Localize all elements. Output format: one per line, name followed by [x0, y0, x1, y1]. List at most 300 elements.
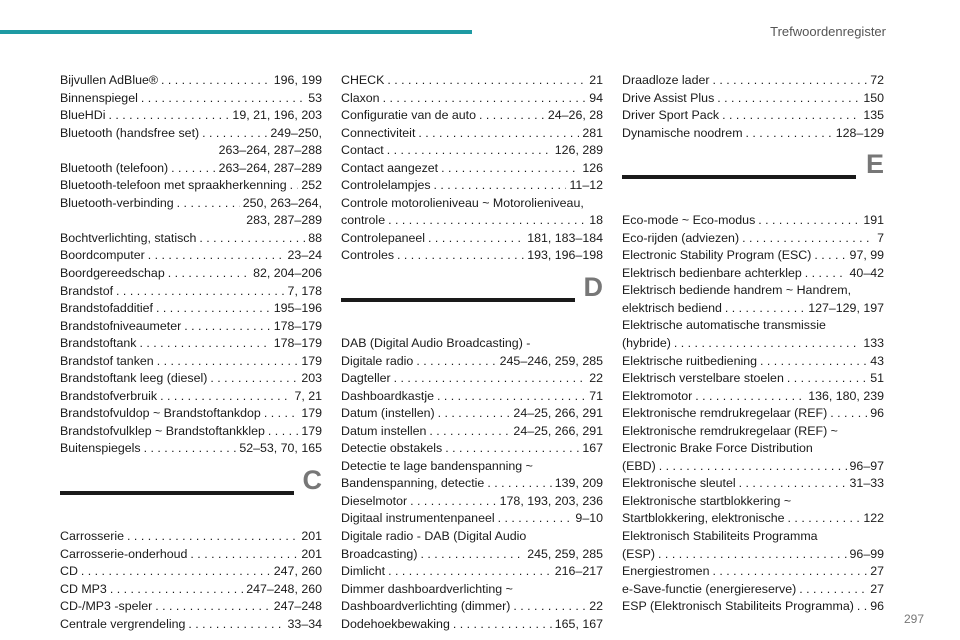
index-entry-term: Contact aangezet	[341, 160, 439, 175]
index-entry	[60, 107, 322, 125]
index-entry-term: Eco-rijden (adviezen)	[622, 230, 740, 245]
index-entry-pages: 247–248	[273, 599, 322, 614]
dot-leader	[725, 300, 805, 318]
index-entry-term: Brandstofverbruik	[60, 388, 158, 403]
dot-leader	[268, 423, 298, 441]
header-accent-bar	[0, 30, 472, 34]
section-letter: E	[865, 149, 884, 180]
index-entry-term: (EBD)	[622, 458, 656, 473]
index-entry-term: Dieselmotor	[341, 493, 408, 508]
index-entry-term: Brandstofniveaumeter	[60, 318, 182, 333]
dot-leader	[81, 563, 271, 581]
index-entry-pages: 97, 99	[849, 248, 884, 263]
index-entry-pages: 247–248, 260	[246, 581, 322, 596]
index-entry	[622, 265, 884, 283]
index-entry-term: CD MP3	[60, 581, 107, 596]
dot-leader	[383, 90, 587, 108]
dot-leader	[814, 247, 846, 265]
section-letter: C	[302, 465, 322, 496]
section-rule	[341, 298, 575, 302]
index-entry	[341, 388, 603, 406]
dot-leader	[177, 195, 240, 213]
dot-leader	[394, 370, 587, 388]
index-entry-pages-continued: 263–264, 287–288	[218, 143, 322, 158]
index-entry-term: Brandstofvulklep ~ Brandstoftankklep	[60, 423, 265, 438]
index-entry-term: Brandstof	[60, 283, 114, 298]
index-entry	[622, 353, 884, 371]
dot-leader	[388, 212, 586, 230]
index-entry	[60, 528, 322, 546]
index-entry-term: Eco-mode ~ Eco-modus	[622, 213, 756, 228]
index-entry	[622, 247, 884, 265]
index-entry-term: e-Save-functie (energiereserve)	[622, 581, 797, 596]
index-entry-term: Drive Assist Plus	[622, 90, 715, 105]
index-entry-heading-line: Elektronische startblokkering ~	[622, 493, 792, 508]
index-entry-pages: 201	[301, 546, 322, 561]
index-entry-pages: 135	[863, 108, 884, 123]
page-header-title: Trefwoordenregister	[770, 24, 886, 39]
index-entry-pages: 72	[870, 73, 884, 87]
dot-leader	[410, 493, 497, 511]
index-entry-pages: 126, 289	[554, 143, 603, 158]
index-entry-pages: 53	[308, 90, 322, 105]
index-entry-pages: 178, 193, 203, 236	[499, 493, 603, 508]
index-entry	[341, 440, 603, 458]
index-entry-heading-line: Digitale radio - DAB (Digital Audio	[341, 529, 527, 544]
index-entry	[622, 72, 884, 90]
index-entry-pages: 96	[870, 406, 884, 421]
index-entry-term: Bluetooth-telefoon met spraakherkenning	[60, 178, 287, 193]
dot-leader	[498, 510, 573, 528]
index-entry-term: Contact	[341, 143, 384, 158]
index-entry-term: Elektronische sleutel	[622, 476, 736, 491]
index-entry-term: Carrosserie	[60, 529, 125, 544]
index-entry	[60, 440, 322, 458]
index-entry	[341, 142, 603, 160]
dot-leader	[110, 581, 243, 599]
index-entry	[341, 510, 603, 528]
index-entry-term: Datum instellen	[341, 423, 427, 438]
index-entry	[60, 247, 322, 265]
index-entry	[622, 212, 884, 230]
section-letter: D	[583, 272, 603, 303]
index-entry-term: Bochtverlichting, statisch	[60, 230, 197, 245]
dot-leader	[108, 107, 229, 125]
index-entry	[60, 353, 322, 371]
index-entry	[60, 72, 322, 90]
index-entry-pages: 133	[863, 336, 884, 351]
index-entry-term: elektrisch bediend	[622, 300, 722, 315]
index-entry-pages: 263–264, 287–289	[218, 160, 322, 175]
dot-leader	[290, 177, 299, 195]
index-entry-term: Controles	[341, 248, 395, 263]
index-entry-term: Bandenspanning, detectie	[341, 476, 485, 491]
index-entry-term: Brandstof tanken	[60, 353, 154, 368]
index-entry	[60, 177, 322, 195]
index-entry-pages: 165, 167	[554, 616, 603, 631]
index-entry	[60, 423, 322, 441]
dot-leader	[658, 546, 846, 564]
index-entry-term: Dimlicht	[341, 564, 386, 579]
dot-leader	[264, 405, 299, 423]
index-entry-term: Dodehoekbewaking	[341, 616, 450, 631]
index-entry-pages: 71	[589, 388, 603, 403]
index-entry	[60, 125, 322, 143]
dot-leader	[429, 423, 510, 441]
index-entry-pages: 252	[301, 178, 322, 193]
dot-leader	[742, 230, 874, 248]
index-entry-term: Configuratie van de auto	[341, 108, 477, 123]
dot-leader	[717, 90, 860, 108]
index-entry-pages: 96–99	[849, 546, 884, 561]
index-entry-term: Elektrische ruitbediening	[622, 353, 757, 368]
index-entry-term: Controlelampjes	[341, 178, 431, 193]
dot-leader	[712, 563, 867, 581]
dot-leader	[141, 90, 305, 108]
index-entry-term: Brandstofvuldop ~ Brandstoftankdop	[60, 406, 261, 421]
index-entry	[60, 160, 322, 178]
index-entry-pages: 11–12	[569, 178, 603, 193]
dot-leader	[441, 160, 579, 178]
index-entry-pages: 7, 21	[294, 388, 322, 403]
index-entry	[341, 405, 603, 423]
dot-leader	[830, 405, 867, 423]
dot-leader	[695, 388, 805, 406]
index-entry-term: Dashboardverlichting (dimmer)	[341, 599, 511, 614]
index-entry-heading-line: Elektronische remdrukregelaar (REF) ~	[622, 423, 838, 438]
index-entry	[341, 230, 603, 248]
index-entry-term: Bijvullen AdBlue®	[60, 73, 158, 87]
index-entry-pages: 22	[589, 371, 603, 386]
index-entry-term: Buitenspiegels	[60, 441, 141, 456]
dot-leader	[487, 475, 551, 493]
index-entry-term: Brandstoftank	[60, 336, 137, 351]
dot-leader	[168, 265, 250, 283]
index-entry	[341, 563, 603, 581]
index-entry	[341, 177, 603, 195]
index-entry	[622, 563, 884, 581]
index-entry-pages: 122	[863, 511, 884, 526]
index-entry-pages: 24–26, 28	[547, 108, 603, 123]
dot-leader	[674, 335, 860, 353]
index-entry-pages-continued: 283, 287–289	[246, 213, 322, 228]
index-entry-pages: 193, 196–198	[527, 248, 603, 263]
index-entry-heading-line: Elektrische automatische transmissie	[622, 318, 826, 333]
index-entry-term: Broadcasting)	[341, 546, 418, 561]
index-entry	[622, 581, 884, 599]
index-entry	[341, 353, 603, 371]
index-entry-pages: 9–10	[575, 511, 603, 526]
index-entry-pages: 245–246, 259, 285	[499, 353, 603, 368]
index-entry-term: CD-/MP3 -speler	[60, 599, 153, 614]
index-entry-term: Datum (instellen)	[341, 406, 435, 421]
index-entry-pages: 201	[301, 529, 322, 544]
index-entry-pages: 250, 263–264,	[242, 195, 322, 210]
index-entry-term: Dagteller	[341, 371, 391, 386]
dot-leader	[157, 353, 299, 371]
index-entry-term: Elektromotor	[622, 388, 693, 403]
index-entry-pages: 136, 180, 239	[808, 388, 884, 403]
index-entry	[60, 230, 322, 248]
index-entry-term: Energiestromen	[622, 564, 710, 579]
index-entry-pages: 7, 178	[287, 283, 322, 298]
index-entry-term: BlueHDi	[60, 108, 106, 123]
index-entry-pages: 23–24	[287, 248, 322, 263]
index-entry-term: Connectiviteit	[341, 125, 416, 140]
index-entry-term: Digitaal instrumentenpaneel	[341, 511, 495, 526]
index-entry-term: Controlepaneel	[341, 230, 426, 245]
dot-leader	[199, 230, 305, 248]
index-entry-term: CD	[60, 564, 78, 579]
page-number: 297	[903, 612, 924, 626]
index-column-1	[60, 72, 322, 633]
index-entry	[341, 493, 603, 511]
dot-leader	[513, 598, 586, 616]
index-entry-pages: 96	[870, 599, 884, 614]
section-divider-d	[341, 265, 603, 335]
index-entry-pages: 216–217	[554, 564, 603, 579]
index-entry-heading-line: DAB (Digital Audio Broadcasting) -	[341, 336, 531, 351]
index-entry	[622, 125, 884, 143]
index-entry	[60, 598, 322, 616]
index-entry-heading-line: Dimmer dashboardverlichting ~	[341, 581, 513, 596]
dot-leader	[420, 546, 524, 564]
dot-leader	[116, 283, 285, 301]
index-entry-heading-line: Controle motorolieniveau ~ Motorolieniveau,	[341, 195, 584, 210]
dot-leader	[190, 546, 298, 564]
index-entry-term: Bluetooth-verbinding	[60, 195, 174, 210]
dot-leader	[387, 72, 586, 90]
index-entry	[622, 90, 884, 108]
index-entry	[341, 160, 603, 178]
index-entry	[622, 598, 884, 616]
index-entry	[60, 581, 322, 599]
index-entry-pages: 196, 199	[273, 73, 322, 87]
index-entry-pages: 179	[301, 353, 322, 368]
dot-leader	[144, 440, 237, 458]
dot-leader	[438, 405, 511, 423]
index-entry-pages: 191	[863, 213, 884, 228]
index-entry-term: (hybride)	[622, 336, 671, 351]
index-entry-term: Brandstofadditief	[60, 301, 153, 316]
dot-leader	[210, 370, 298, 388]
index-entry	[622, 107, 884, 125]
index-entry-pages: 88	[308, 230, 322, 245]
index-entry-pages: 18	[589, 213, 603, 228]
index-entry-term: Carrosserie-onderhoud	[60, 546, 188, 561]
index-entry	[622, 475, 884, 493]
index-entry-pages: 7	[877, 230, 884, 245]
index-entry	[341, 90, 603, 108]
dot-leader	[148, 247, 285, 265]
dot-leader	[388, 563, 552, 581]
dot-leader	[397, 247, 524, 265]
index-entry	[622, 388, 884, 406]
section-rule	[622, 175, 856, 179]
index-entry-pages: 27	[870, 564, 884, 579]
dot-leader	[127, 528, 298, 546]
index-entry	[60, 283, 322, 301]
index-entry	[622, 546, 884, 564]
index-entry-term: Claxon	[341, 90, 380, 105]
index-entry-pages: 139, 209	[554, 476, 603, 491]
index-entry	[60, 616, 322, 634]
index-entry-pages: 19, 21, 196, 203	[232, 108, 322, 123]
index-entry	[622, 405, 884, 423]
index-entry	[60, 90, 322, 108]
index-entry-pages: 22	[589, 599, 603, 614]
index-entry	[341, 107, 603, 125]
index-entry-term: Elektronische remdrukregelaar (REF)	[622, 406, 828, 421]
index-entry	[60, 195, 322, 213]
index-entry-pages: 150	[863, 90, 884, 105]
index-entry-term: ESP (Elektronisch Stabiliteits Programma)	[622, 599, 854, 614]
index-entry-pages: 126	[582, 160, 603, 175]
dot-leader	[434, 177, 567, 195]
index-entry-term: controle	[341, 213, 386, 228]
dot-leader	[155, 598, 270, 616]
dot-leader	[712, 72, 867, 90]
section-divider-c	[60, 458, 322, 528]
dot-leader	[139, 335, 270, 353]
index-entry	[60, 335, 322, 353]
index-entry	[622, 510, 884, 528]
index-entry	[341, 598, 603, 616]
dot-leader	[788, 510, 861, 528]
index-entry-term: Dynamische noodrem	[622, 125, 743, 140]
index-entry-term: Dashboardkastje	[341, 388, 434, 403]
index-entry-pages: 21	[589, 73, 603, 87]
index-entry-term: Boordcomputer	[60, 248, 145, 263]
index-entry-pages: 181, 183–184	[527, 230, 603, 245]
index-entry-heading-line: Elektrisch bediende handrem ~ Handrem,	[622, 283, 852, 298]
index-entry	[60, 370, 322, 388]
index-entry-pages: 245, 259, 285	[527, 546, 603, 561]
dot-leader	[746, 125, 833, 143]
index-entry-term: Bluetooth (telefoon)	[60, 160, 169, 175]
dot-leader	[161, 72, 271, 90]
dot-leader	[758, 212, 860, 230]
dot-leader	[418, 125, 579, 143]
index-entry-pages: 247, 260	[273, 564, 322, 579]
dot-leader	[799, 581, 867, 599]
dot-leader	[479, 107, 545, 125]
index-entry-pages: 128–129	[835, 125, 884, 140]
dot-leader	[722, 107, 860, 125]
index-column-2	[341, 72, 603, 633]
index-entry-heading-line: Elektronisch Stabiliteits Programma	[622, 529, 818, 544]
index-entry-pages: 167	[582, 441, 603, 456]
index-entry-term: Electronic Stability Program (ESC)	[622, 248, 812, 263]
index-entry-term: Draadloze lader	[622, 73, 710, 87]
index-entry-pages: 24–25, 266, 291	[513, 406, 603, 421]
index-entry	[60, 265, 322, 283]
index-entry-pages: 82, 204–206	[253, 266, 322, 281]
index-entry-pages: 178–179	[273, 336, 322, 351]
index-entry-term: Elektrisch bedienbare achterklep	[622, 265, 802, 280]
index-entry-pages: 249–250,	[270, 125, 322, 140]
index-entry	[341, 475, 603, 493]
index-entry	[60, 405, 322, 423]
index-entry	[341, 546, 603, 564]
dot-leader	[428, 230, 524, 248]
index-entry-pages: 40–42	[849, 265, 884, 280]
index-entry	[622, 300, 884, 318]
section-divider-e	[622, 142, 884, 212]
index-entry-term: Driver Sport Pack	[622, 108, 720, 123]
dot-leader	[787, 370, 867, 388]
index-entry	[622, 335, 884, 353]
dot-leader	[805, 265, 847, 283]
dot-leader	[160, 388, 291, 406]
index-entry	[60, 546, 322, 564]
index-entry-pages: 179	[301, 423, 322, 438]
index-entry-pages: 24–25, 266, 291	[513, 423, 603, 438]
dot-leader	[171, 160, 215, 178]
dot-leader	[453, 616, 552, 634]
index-entry-pages: 179	[301, 406, 322, 421]
index-entry-pages: 96–97	[849, 458, 884, 473]
dot-leader	[659, 458, 847, 476]
index-column-3	[622, 72, 884, 616]
dot-leader	[416, 353, 496, 371]
dot-leader	[437, 388, 586, 406]
index-entry-pages: 127–129, 197	[808, 300, 884, 315]
index-entry-heading-line: Electronic Brake Force Distribution	[622, 441, 813, 456]
index-entry-heading-line: Detectie te lage bandenspanning ~	[341, 458, 533, 473]
dot-leader	[202, 125, 267, 143]
section-rule	[60, 491, 294, 495]
index-entry	[622, 458, 884, 476]
dot-leader	[739, 475, 847, 493]
index-entry-pages: 43	[870, 353, 884, 368]
index-entry	[341, 616, 603, 634]
index-entry-pages: 27	[870, 581, 884, 596]
index-entry-pages: 195–196	[273, 301, 322, 316]
index-entry-pages: 52–53, 70, 165	[239, 441, 322, 456]
dot-leader	[445, 440, 579, 458]
dot-leader	[184, 318, 271, 336]
index-entry-term: Digitale radio	[341, 353, 414, 368]
index-entry-pages: 178–179	[273, 318, 322, 333]
index-entry	[622, 230, 884, 248]
index-entry-term: Startblokkering, elektronische	[622, 511, 785, 526]
index-entry	[60, 300, 322, 318]
index-entry	[341, 125, 603, 143]
index-entry	[60, 563, 322, 581]
index-entry-pages: 31–33	[849, 476, 884, 491]
index-entry	[622, 370, 884, 388]
dot-leader	[188, 616, 284, 634]
index-entry-pages: 203	[301, 371, 322, 386]
dot-leader	[387, 142, 552, 160]
index-entry-term: Centrale vergrendeling	[60, 616, 186, 631]
index-entry-term: Brandstoftank leeg (diesel)	[60, 371, 208, 386]
index-entry-pages: 281	[582, 125, 603, 140]
dot-leader	[857, 598, 867, 616]
index-entry	[60, 388, 322, 406]
index-entry-pages: 51	[870, 371, 884, 386]
dot-leader	[156, 300, 271, 318]
index-entry	[341, 247, 603, 265]
index-entry	[341, 212, 603, 230]
index-entry-term: Bluetooth (handsfree set)	[60, 125, 200, 140]
index-entry-pages: 94	[589, 90, 603, 105]
index-entry-pages: 33–34	[287, 616, 322, 631]
index-entry-term: Boordgereedschap	[60, 266, 165, 281]
index-entry	[341, 72, 603, 90]
index-entry	[341, 370, 603, 388]
